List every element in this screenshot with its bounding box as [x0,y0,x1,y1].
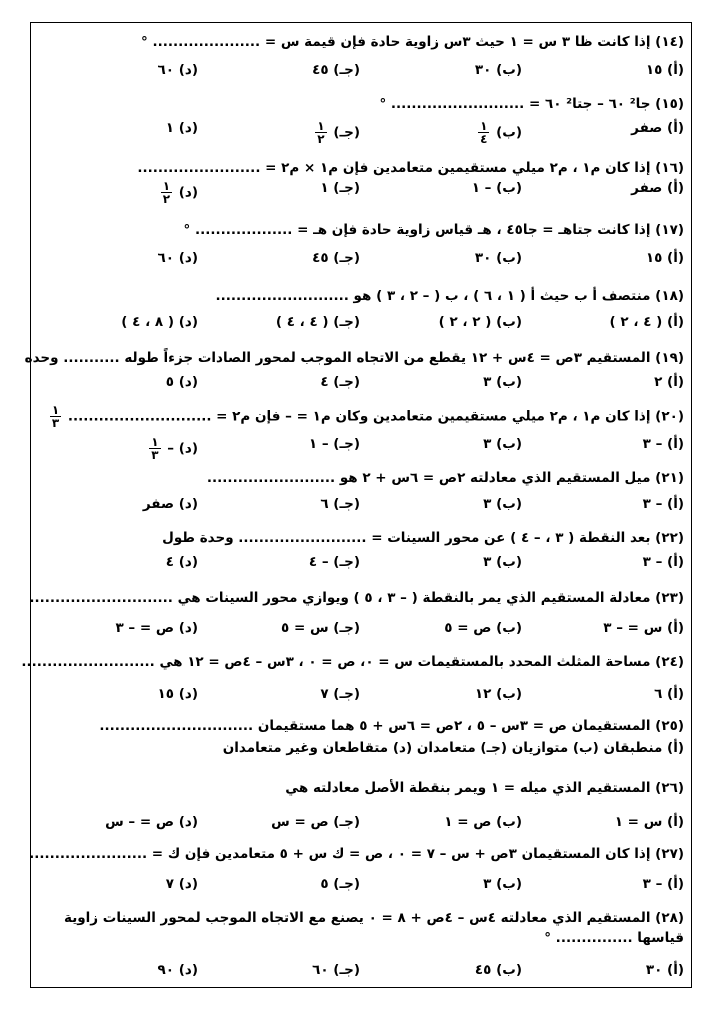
option-c: (جـ) ٥ [320,876,360,892]
option-d: (د) ٤ [165,554,198,570]
option-b: (ب) ٣ [483,876,522,892]
options-21 [36,496,684,512]
option-b: (ب) ٣ [483,374,522,390]
option-d: (د) ٧ [165,876,198,892]
option-a: (أ) صفر [631,180,684,196]
option-c: (جـ) $\frac{١}{٢}$ [317,119,360,146]
fraction: $\frac{١}{٣}$ [51,403,60,430]
option-d: (د) صفر [142,496,198,512]
option-d: (د) ( ٨ ، ٤ ) [121,314,198,330]
option-a: (أ) ٢ [654,374,684,390]
option-d: (د) ٩٠ [157,962,198,978]
question-16: (١٦) إذا كان م١ ، م٢ ميلي مستقيمين متعامدين فإن م١ × م٢ = ........................ [137,160,684,176]
option-a: (أ) منطبقان [603,740,684,756]
option-c: (جـ) ٧ [320,686,360,702]
option-b: (ب) ٤٥ [474,962,522,978]
question-19: (١٩) المستقيم ٣ص = ٤س + ١٢ يقطع من الاتجاه الموجب لمحور الصادات جزءاً طوله ........... وحده [24,350,684,366]
option-c: (جـ) س = ٥ [281,620,360,636]
question-27: (٢٧) إذا كان المستقيمان ٣ص + س – ٧ = ٠ ، ص = ك س + ٥ متعامدين فإن ك = ....................... [29,846,684,862]
options-25 [36,740,684,756]
option-a: (أ) ٦ [654,686,684,702]
options-26 [36,814,684,830]
option-b: (ب) ٣٠ [474,250,522,266]
option-c: (جـ) ٦٠ [312,962,360,978]
options-23 [36,620,684,636]
option-a: (أ) ١٥ [645,250,684,266]
option-b: (ب) متوازيان [511,740,599,756]
question-20: (٢٠) إذا كان م١ ، م٢ ميلي مستقيمين متعامدين وكان م١ = – فإن م٢ = ............................ $\frac{١}{٣}$ [51,403,684,430]
fraction: $\frac{١}{٢}$ [317,119,325,146]
fraction: $\frac{١}{٣}$ [151,435,159,462]
option-a: (أ) س = ١ [614,814,684,830]
option-d: (د) ١ [165,120,198,136]
options-28 [36,962,684,978]
option-c: (جـ) ( ٤ ، ٤ ) [275,314,360,330]
option-b: (ب) – ١ [471,180,522,196]
fraction: $\frac{١}{٤}$ [480,119,488,146]
option-a: (أ) س = – ٣ [603,620,684,636]
question-23: (٢٣) معادلة المستقيم الذي يمر بالنقطة ( – ٣ ، ٥ ) ويوازي محور السينات هي ............................ [29,590,684,606]
option-d: (د) ٦٠ [157,62,198,78]
option-c: (جـ) – ١ [308,436,360,452]
question-14: (١٤) إذا كانت ظا ٣ س = ١ حيث ٣س زاوية حادة فإن قيمة س = ..................... ° [141,34,684,50]
option-a: (أ) – ٣ [642,554,684,570]
option-d: (د) ٥ [165,374,198,390]
options-20 [36,436,684,461]
option-d: (د) ص = – ٣ [115,620,198,636]
option-b: (ب) ص = ١ [444,814,522,830]
option-d: (د) – $\frac{١}{٣}$ [151,435,198,462]
option-b: (ب) ٣ [483,554,522,570]
option-a: (أ) ١٥ [645,62,684,78]
option-a: (أ) ٣٠ [645,962,684,978]
option-d: (د) ١٥ [157,686,198,702]
options-16 [36,180,684,205]
option-b: (ب) ٣٠ [474,62,522,78]
option-b: (ب) $\frac{١}{٤}$ [480,119,522,146]
options-27 [36,876,684,892]
fraction: $\frac{١}{٢}$ [162,179,171,206]
option-c: (جـ) ٦ [320,496,360,512]
option-d: (د) $\frac{١}{٢}$ [162,179,198,206]
option-b: (ب) ٣ [483,436,522,452]
option-c: (جـ) ٤ [320,374,360,390]
options-17 [36,250,684,266]
question-24: (٢٤) مساحة المثلث المحدد بالمستقيمات س = ٠، ص = ٠ ، ٣س – ٤ص = ١٢ هي .......................... [21,654,684,670]
options-22 [36,554,684,570]
question-25: (٢٥) المستقيمان ص = ٣س – ٥ ، ٢ص = ٦س + ٥ هما مستقيمان .............................. [99,718,684,734]
option-a: (أ) – ٣ [642,436,684,452]
option-d: (د) متقاطعان وغير متعامدان [222,740,413,756]
options-18 [36,314,684,330]
option-c: (جـ) ١ [320,180,360,196]
question-17: (١٧) إذا كانت جتاهـ = جا٤٥ ، هـ قياس زاوية حادة فإن هـ = ................... ° [183,222,684,238]
question-28: (٢٨) المستقيم الذي معادلته ٤س – ٤ص + ٨ = ٠ يصنع مع الاتجاه الموجب لمحور السينات زاوية [64,910,684,926]
option-c: (جـ) ٤٥ [312,250,360,266]
question-18: (١٨) منتصف أ ب حيث أ ( ١ ، ٦ ) ، ب ( – ٢ ، ٣ ) هو .......................... [215,288,684,304]
option-d: (د) ص = – س [105,814,198,830]
option-c: (جـ) ٤٥ [312,62,360,78]
option-d: (د) ٦٠ [157,250,198,266]
option-c: (جـ) – ٤ [308,554,360,570]
option-a: (أ) – ٣ [642,496,684,512]
option-a: (أ) – ٣ [642,876,684,892]
question-21: (٢١) ميل المستقيم الذي معادلته ٢ص = ٦س + ٢ هو ......................... [206,470,684,486]
question-26: (٢٦) المستقيم الذي ميله = ١ ويمر بنقطة الأصل معادلته هي [285,780,684,796]
option-c: (جـ) ص = س [271,814,360,830]
options-14 [36,62,684,78]
question-15: (١٥) جا² ٦٠ – جتا² ٦٠ = .......................... ° [379,96,684,112]
question-28-continued: قياسها ............... ° [544,930,684,946]
option-c: (جـ) متعامدان [416,740,508,756]
options-24 [36,686,684,702]
options-19 [36,374,684,390]
option-b: (ب) ص = ٥ [444,620,522,636]
option-b: (ب) ١٢ [474,686,522,702]
options-15 [36,120,684,145]
option-b: (ب) ٣ [483,496,522,512]
option-b: (ب) ( ٢ ، ٢ ) [438,314,522,330]
question-22: (٢٢) بعد النقطة ( ٣ ، – ٤ ) عن محور السينات = ......................... وحدة طول [162,530,684,546]
option-a: (أ) صفر [631,120,684,136]
option-a: (أ) ( ٤ ، ٢ ) [609,314,684,330]
